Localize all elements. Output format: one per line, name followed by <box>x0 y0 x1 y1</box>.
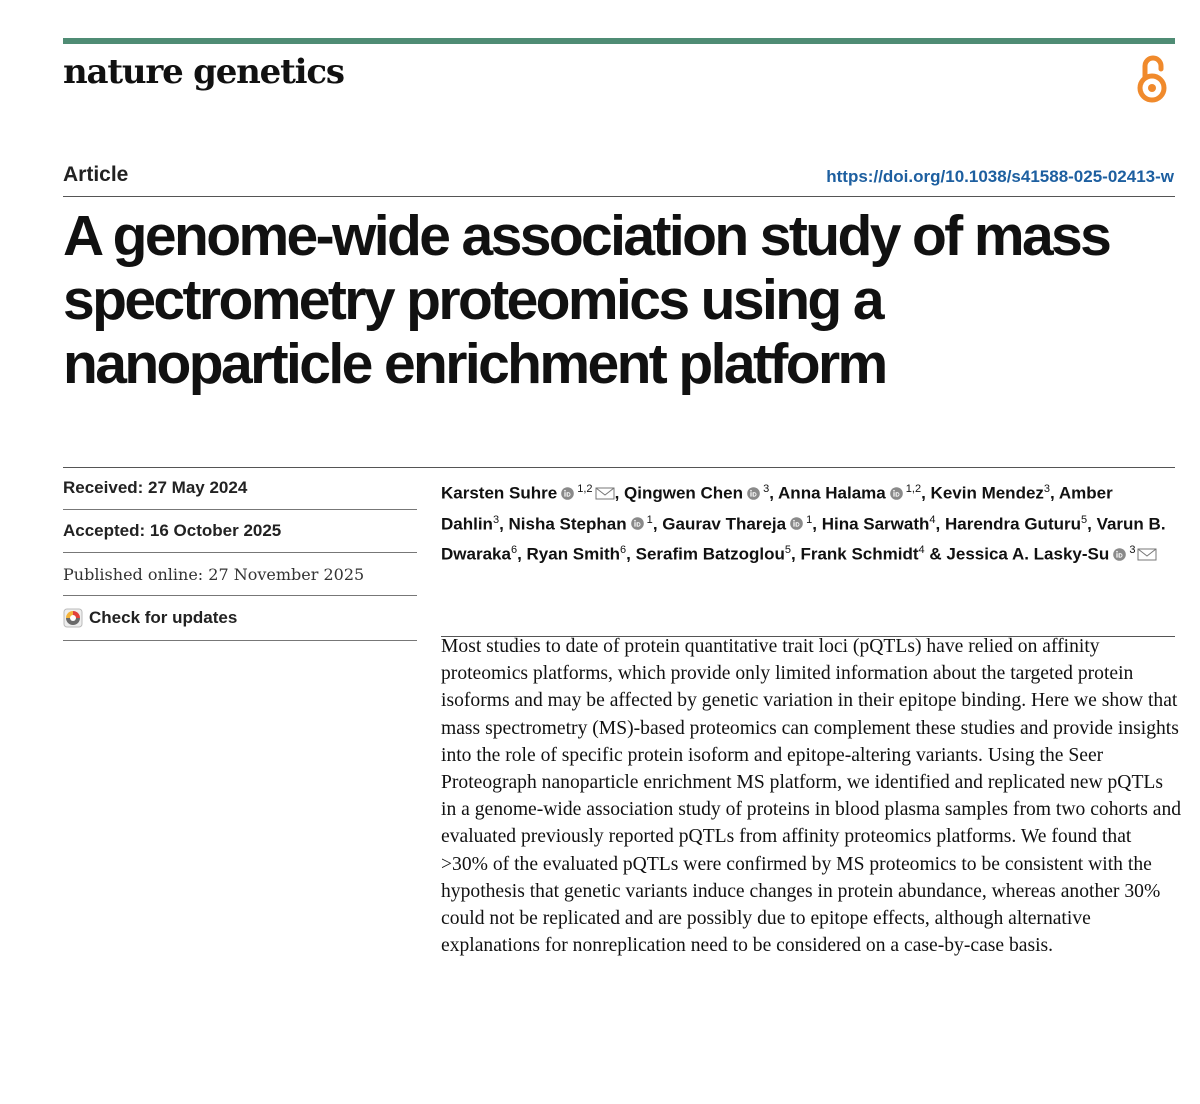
orcid-icon[interactable] <box>890 487 903 500</box>
journal-brand-bar <box>63 38 1175 44</box>
orcid-icon[interactable] <box>1113 548 1126 561</box>
author-affiliation: 1 <box>803 513 813 526</box>
author-name[interactable]: Qingwen Chen <box>624 483 744 503</box>
abstract: Most studies to date of protein quantitative trait loci (pQTLs) have relied on affinity proteomics platforms, which provide only limited information about the targeted protein isoforms and may be affected by genetic variation in their epitope binding. Here we show that mass spectrometry (MS)-based proteomics can complement these studies and provide insights into the role of specific protein isoform and epitope-altering variants. Using the Seer Proteograph nanoparticle enrichment MS platform, we identified and replicated new pQTLs in a genome-wide association study of proteins in blood plasma samples from two cohorts and evaluated previously reported pQTLs from affinity proteomics platforms. We found that >30% of the evaluated pQTLs were confirmed by MS proteomics to be consistent with the hypothesis that genetic variants induce changes in protein abundance, whereas another 30% could not be replicated and are possibly due to epitope effects, although alternative explanations for nonreplication need to be considered on a case-by-case basis. <box>441 636 1182 957</box>
author-name[interactable]: Varun B. Dwaraka <box>441 514 1166 564</box>
check-for-updates-label: Check for updates <box>89 608 238 627</box>
author-affiliation: 3 <box>1043 483 1051 495</box>
author-name[interactable]: Harendra Guturu <box>944 514 1081 534</box>
check-for-updates-button[interactable] <box>63 596 417 641</box>
header-divider <box>63 196 1175 197</box>
author-affiliation: 1 <box>643 513 653 526</box>
orcid-icon[interactable] <box>790 517 803 530</box>
journal-logo[interactable]: nature genetics <box>63 52 344 92</box>
author-name[interactable]: Serafim Batzoglou <box>635 544 785 564</box>
accepted-date: Accepted: 16 October 2025 <box>63 510 417 553</box>
author-affiliation: 3 <box>760 483 770 495</box>
doi-link[interactable]: https://doi.org/10.1038/s41588-025-02413-w <box>826 167 1174 186</box>
mail-icon[interactable] <box>1137 548 1157 561</box>
author-name[interactable]: Frank Schmidt <box>800 544 919 564</box>
check-for-updates-icon <box>63 608 83 628</box>
author-name[interactable]: Ryan Smith <box>526 544 621 564</box>
author-name[interactable]: Anna Halama <box>778 483 886 503</box>
orcid-icon[interactable] <box>561 487 574 500</box>
author-affiliation: 6 <box>510 544 518 557</box>
article-dates <box>63 467 417 641</box>
author-list: Karsten Suhre $^{1,2}$ , Qingwen Chen $^3$, Anna Halama $^{1,2}$, Kevin Mendez$^3$, Amber Dahlin$^3$, Nisha Stephan $^1$, Gaurav Thareja $^1$, Hina Sarwath$^4$, Harendra Guturu$^5$, Varun B. Dwaraka$^6$, Ryan Smith$^6$, Serafim Batzoglou$^5$, Frank Schmidt$^4$ & Jessica A. Lasky-Su $^3$ <box>441 483 1166 564</box>
open-access-icon <box>1132 52 1172 104</box>
author-affiliation: 5 <box>1081 513 1088 526</box>
orcid-icon[interactable] <box>631 517 644 530</box>
author-name[interactable]: Amber Dahlin <box>441 483 1113 534</box>
author-name[interactable]: Hina Sarwath <box>821 514 930 534</box>
article-type: Article <box>63 163 129 186</box>
orcid-icon[interactable] <box>747 487 760 500</box>
author-affiliation: 5 <box>784 544 791 557</box>
author-name[interactable]: Karsten Suhre <box>441 483 558 503</box>
mail-icon[interactable] <box>595 487 615 500</box>
author-name[interactable]: Gaurav Thareja <box>662 514 787 534</box>
author-affiliation: 1,2 <box>574 483 593 495</box>
author-affiliation: 4 <box>929 513 936 526</box>
author-name[interactable]: Jessica A. Lasky-Su <box>946 544 1110 564</box>
author-affiliation: 3 <box>492 513 500 526</box>
author-name[interactable]: Kevin Mendez <box>930 483 1044 503</box>
author-affiliation: 1,2 <box>902 483 922 495</box>
article-title: A genome-wide association study of mass spectrometry proteomics using a nanoparticle enrichment platform <box>63 204 1110 396</box>
author-affiliation: 3 <box>1126 544 1136 557</box>
author-affiliation: 6 <box>620 544 627 557</box>
published-date: Published online: 27 November 2025 <box>63 553 417 596</box>
author-name[interactable]: Nisha Stephan <box>508 514 627 534</box>
received-date: Received: 27 May 2024 <box>63 467 417 510</box>
author-affiliation: 4 <box>918 544 925 557</box>
